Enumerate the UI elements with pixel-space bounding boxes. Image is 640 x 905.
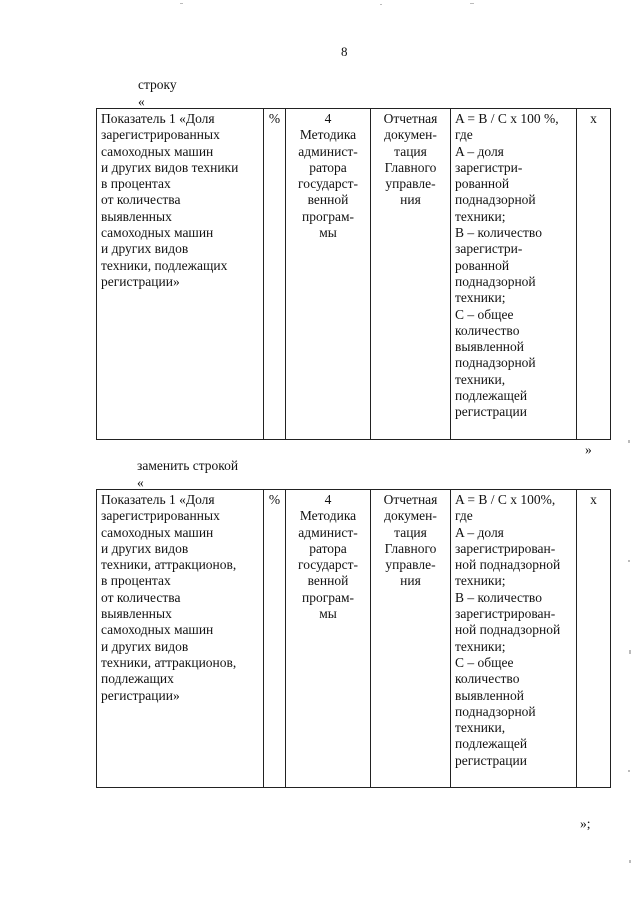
closing-quote-1: » bbox=[585, 442, 592, 457]
unit-cell: % bbox=[264, 490, 286, 788]
indicator-name-cell: Показатель 1 «Доля зарегистрированных самоходных машин и других видов техники, аттракционов, в процентах от количества выявленных самоходных машин и других видов техники, аттракционов, подлежащих регистрации» bbox=[97, 490, 264, 788]
intro-text: строку bbox=[138, 77, 177, 92]
closing-quote-2: »; bbox=[580, 816, 591, 831]
indicator-name-cell: Показатель 1 «Доля зарегистрированных самоходных машин и других видов техники в процентах от количества выявленных самоходных машин и других видов техники, подлежащих регистрации» bbox=[97, 109, 264, 440]
unit-cell: % bbox=[264, 109, 286, 440]
table-row bbox=[97, 490, 611, 788]
opening-quote-1: « bbox=[138, 94, 145, 109]
opening-quote-2: « bbox=[137, 475, 144, 490]
formula-cell: A = B / C x 100 %, где A – доля зарегистри- рованной поднадзорной техники; B – количество зарегистри- рованной поднадзорной техники; C – общее количество выявленной поднадзорной техники, подлежащей регистрации bbox=[451, 109, 577, 440]
mark-cell: x bbox=[577, 490, 611, 788]
replace-text: заменить строкой bbox=[137, 458, 239, 473]
mark-cell: x bbox=[577, 109, 611, 440]
formula-cell: A = B / C x 100%, где A – доля зарегистрирован- ной поднадзорной техники; B – количество зарегистрирован- ной поднадзорной техники; C – общее количество выявленной поднадзорной техники, подлежащей регистрации bbox=[451, 490, 577, 788]
source-cell: Отчетная докумен- тация Главного управле- ния bbox=[371, 109, 451, 440]
page-number: 8 bbox=[341, 44, 348, 59]
value-method-cell: 4 Методика админист- ратора государст- венной програм- мы bbox=[286, 109, 371, 440]
original-indicator-table bbox=[96, 108, 611, 440]
replacement-indicator-table bbox=[96, 489, 611, 788]
value-method-cell: 4 Методика админист- ратора государст- венной програм- мы bbox=[286, 490, 371, 788]
source-cell: Отчетная докумен- тация Главного управле- ния bbox=[371, 490, 451, 788]
table-row bbox=[97, 109, 611, 440]
